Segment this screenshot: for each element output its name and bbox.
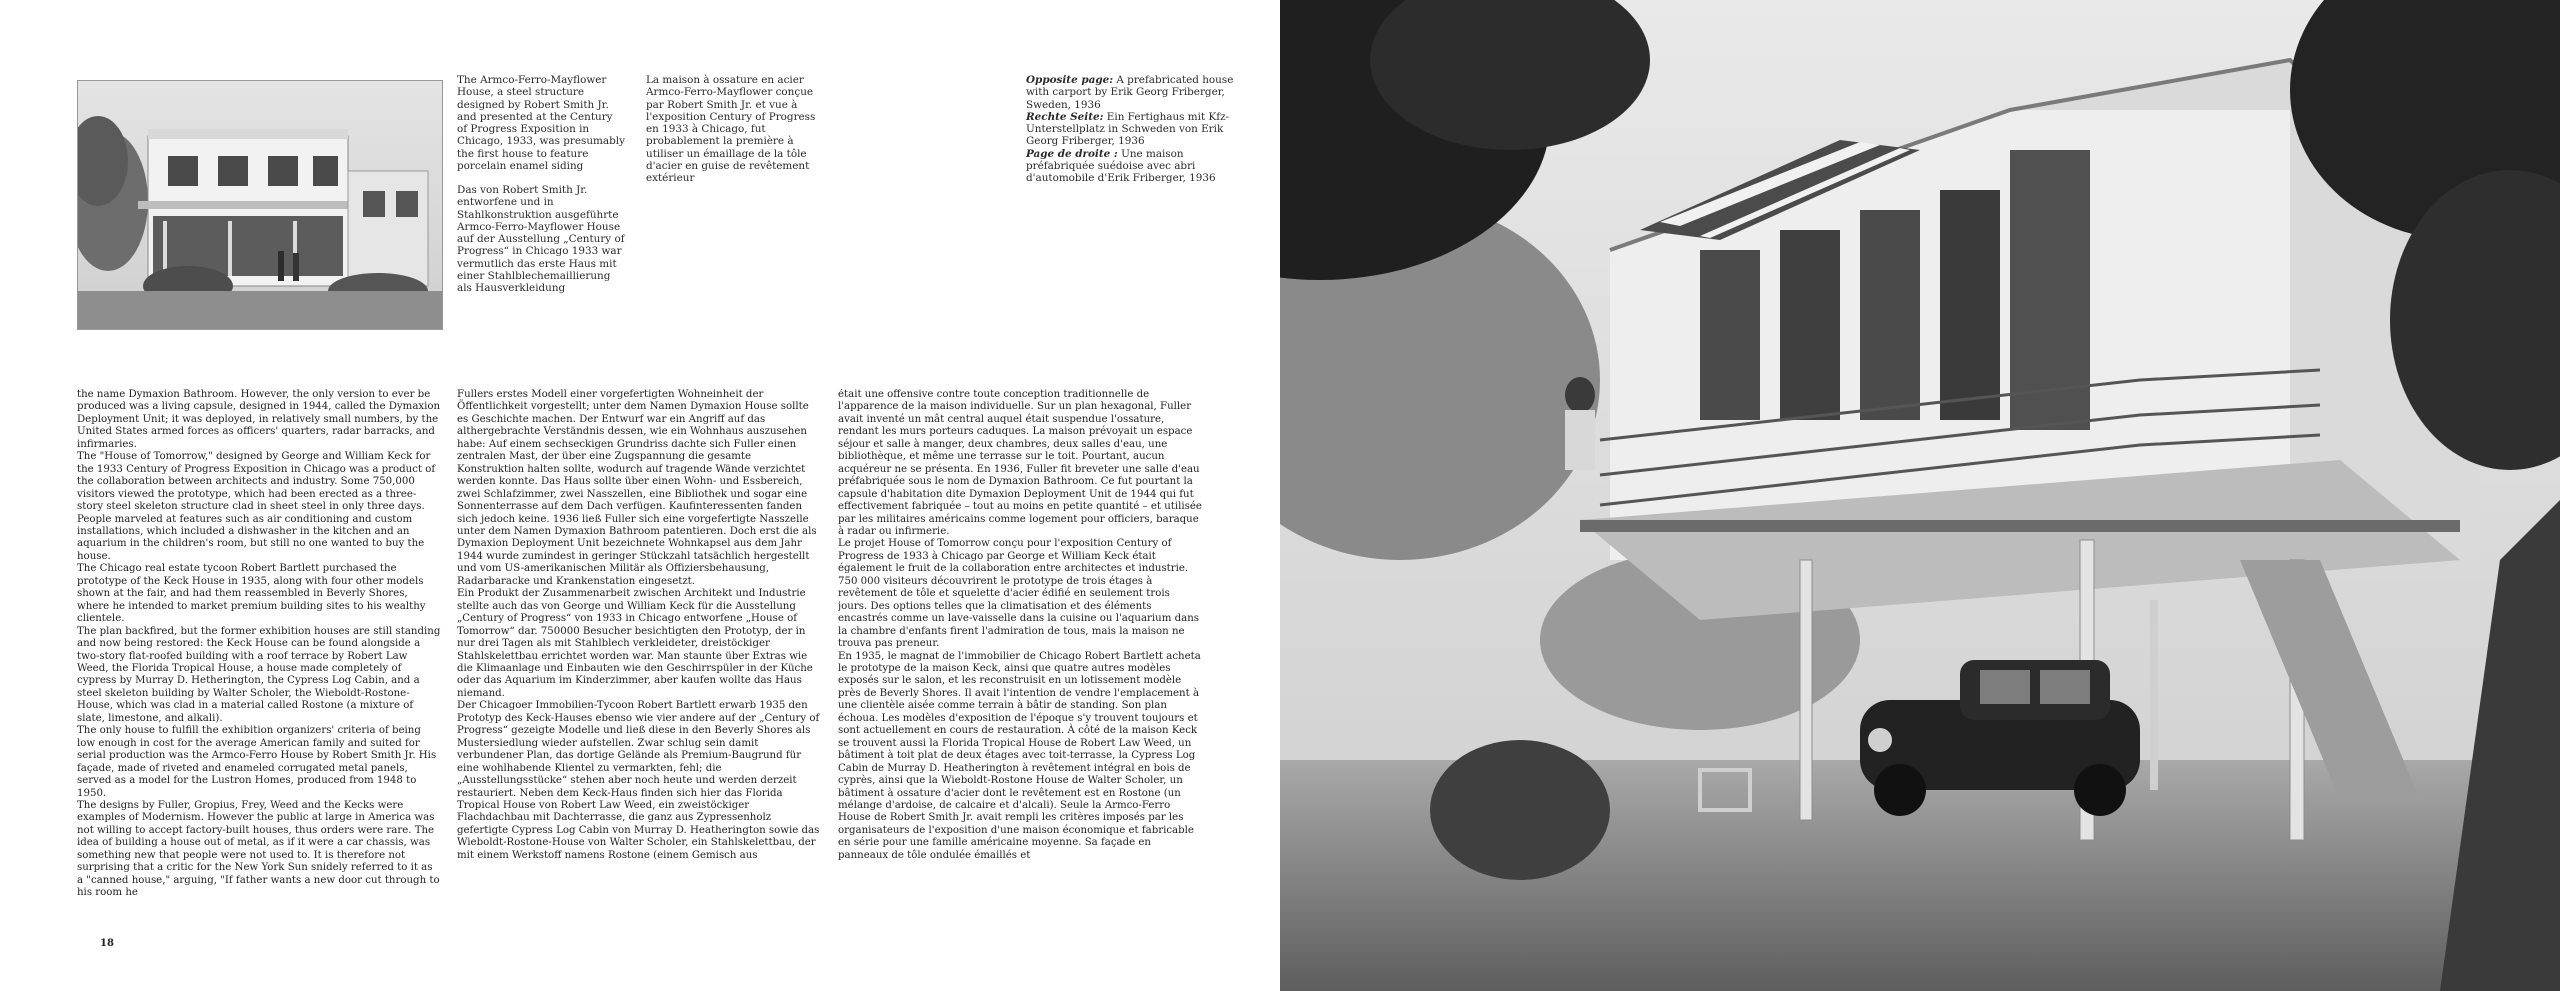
fr-paragraph: était une offensive contre toute conception traditionnelle de l'apparence de la maison individuelle. Sur un plan hexagonal, Fuller avait inventé un mât central auquel était suspendue l'ossature, rendant les murs porteurs caduques. La maison prévoyait un espace séjour et salle à manger, deux chambres, deux salles d'eau, une bibliothèque, et même une terrasse sur le toit. Pourtant, aucun acquéreur ne se présenta. En 1936, Fuller fit breveter une salle d'eau préfabriquée sous le nom de Dymaxion Bathroom. Ce fut pourtant la capsule d'habitation dite Dymaxion Deployment Unit de 1944 qui fut effectivement fabriquée – tout au moins en petite quantité – et utilisée par les militaires américains comme logement pour officiers, baraque à radar ou infirmerie. xyxy=(838,389,1202,537)
friberger-house-photo xyxy=(1280,0,2560,991)
opposite-caption-fr xyxy=(1026,148,1241,185)
body-column-french xyxy=(838,389,1202,919)
opposite-caption-fr-text: Une maison préfabriquée suédoise avec abri d'automobile d'Erik Friberger, 1936 xyxy=(1026,147,1216,185)
opposite-caption-fr-label: Page de droite : xyxy=(1026,147,1118,160)
de-paragraph: Fullers erstes Modell einer vorgefertigten Wohneinheit der Öffentlichkeit vorgestellt; unter dem Namen Dymaxion House sollte es Geschichte machen. Der Entwurf war ein Angriff auf das althergebrachte Verständnis dessen, wie ein Wohnhaus auszusehen habe: Auf einem sechseckigen Grundriss dachte sich Fuller einen zentralen Mast, der über eine Zugspannung die gesamte Konstruktion halten sollte, wodurch auf tragende Wände verzichtet werden konnte. Das Haus sollte über einen Wohn- und Essbereich, zwei Schlafzimmer, zwei Nasszellen, eine Bibliothek und sogar eine Sonnenterrasse auf dem Dach verfügen. Kaufinteressenten fanden sich jedoch keine. 1936 ließ Fuller sich eine vorgefertigte Nasszelle unter dem Namen Dymaxion Bathroom patentieren. Doch erst die als Dymaxion Deployment Unit bezeichnete Wohnkapsel aus dem Jahr 1944 wurde zumindest in geringer Stückzahl tatsächlich hergestellt und vom US-amerikanischen Militär als Offiziersbehausung, Radarbaracke und Krankenstation eingesetzt. xyxy=(457,389,817,587)
thumb-caption-en xyxy=(457,74,625,172)
fr-paragraph: Le projet House of Tomorrow conçu pour l'exposition Century of Progress de 1933 à Chicago par George et William Keck était également le fruit de la collaboration entre architectes et industrie. 750 000 visiteurs découvrirent le prototype de trois étages à revêtement de tôle et squelette d'acier édifié en seulement trois jours. Des options telles que la climatisation et des éléments encastrés comme un lave-vaisselle dans la cuisine ou l'aquarium dans la chambre d'enfants firent l'admiration de tous, mais la maison ne trouva pas preneur. xyxy=(838,538,1199,650)
armco-ferro-house-photo xyxy=(77,80,443,330)
body-column-german xyxy=(457,389,821,919)
opposite-caption-de-label: Rechte Seite: xyxy=(1026,110,1104,123)
en-paragraph: the name Dymaxion Bathroom. However, the only version to ever be produced was a living capsule, designed in 1944, called the Dymaxion Deployment Unit; it was deployed, in relatively small numbers, by the United States armed forces as officers' quarters, radar barracks, and infirmaries. xyxy=(77,389,441,450)
de-paragraph: Der Chicagoer Immobilien-Tycoon Robert Bartlett erwarb 1935 den Prototyp des Keck-Hauses ebenso wie vier andere auf der „Century of Progress“ gezeigte Modelle und ließ diese in den Beverly Shores als Mustersiedlung wieder aufstellen. Zwar schlug sein damit verbundener Plan, das dortige Gelände als Premium-Baugrund für eine wohlhabende Klientel zu vermarkten, fehl; die „Ausstellungsstücke“ stehen aber noch heute und werden derzeit restauriert. Neben dem Keck-Haus finden sich hier das Florida Tropical House von Robert Law Weed, ein zweistöckiger Flachdachbau mit Dachterrasse, die ganz aus Zypressenholz gefertigte Cypress Log Cabin von Murray D. Heatherington sowie das Wieboldt-Rostone-House von Walter Scholer, ein Stahlskelettbau, der mit einem Werkstoff namens Rostone (einem Gemisch aus xyxy=(457,700,820,861)
opposite-caption-en xyxy=(1026,74,1241,111)
de-paragraph: Ein Produkt der Zusammenarbeit zwischen Architekt und Industrie stellte auch das von George und William Keck für die Ausstellung „Century of Progress“ von 1933 in Chicago entworfene „House of Tomorrow“ dar. 750000 Besucher besichtigten den Prototyp, der in nur drei Tagen als mit Stahlblech verkleideter, dreistöckiger Stahlskelettbau errichtet worden war. Man staunte über Extras wie die Klimaanlage und Einbauten wie den Geschirrspüler in der Küche oder das Aquarium im Kinderzimmer, aber kaufen wollte das Haus niemand. xyxy=(457,588,813,699)
opposite-page-caption xyxy=(1026,74,1241,185)
opposite-caption-de xyxy=(1026,111,1241,148)
thumb-caption-fr-text: La maison à ossature en acier Armco-Ferro-Mayflower conçue par Robert Smith Jr. et vue à l'exposition Century of Progress en 1933 à Chicago, fut probablement la première à utiliser un émaillage de la tôle d'acier en guise de revêtement extérieur xyxy=(646,74,816,185)
armco-house-illustration xyxy=(78,81,442,329)
friberger-house-illustration xyxy=(1280,0,2560,991)
opposite-caption-en-text: A prefabricated house with carport by Erik Georg Friberger, Sweden, 1936 xyxy=(1026,74,1234,111)
fr-paragraph: En 1935, le magnat de l'immobilier de Chicago Robert Bartlett acheta le prototype de la maison Keck, ainsi que quatre autres modèles exposés sur le salon, et les reconstruisit en un lotissement modèle près de Beverly Shores. Il avait l'intention de vendre l'emplacement à une clientèle aisée comme terrain à bâtir de standing. Son plan échoua. Les modèles d'exposition de l'époque s'y trouvent toujours et sont actuellement en cours de restauration. À côté de la maison Keck se trouvent aussi la Florida Tropical House de Robert Law Weed, un bâtiment à toit plat de deux étages avec toit-terrasse, la Cypress Log Cabin de Murray D. Heatherington à revêtement intégral en bois de cyprès, ainsi que la Wieboldt-Rostone House de Walter Scholer, un bâtiment à ossature d'acier dont le revêtement est en Rostone (un mélange d'ardoise, de calcaire et d'alcali). Seule la Armco-Ferro House de Robert Smith Jr. avait rempli les critères imposés par les organisateurs de l'exposition d'une maison économique et fabricable en série pour une famille américaine moyenne. Sa façade en panneaux de tôle ondulée émaillés et xyxy=(838,650,1201,861)
opposite-caption-en-label: Opposite page: xyxy=(1026,74,1114,86)
thumb-caption-de-text: Das von Robert Smith Jr. entworfene und in Stahlkonstruktion ausgeführte Armco-Ferro-Mayflower House auf der Ausstellung „Century of Progress“ in Chicago 1933 war vermutlich das erste Haus mit einer Stahlblechemaillierung als Hausverkleidung xyxy=(457,184,625,295)
thumb-caption-de xyxy=(457,184,625,295)
page-number: 18 xyxy=(100,938,114,949)
thumb-caption-en-text: The Armco-Ferro-Mayflower House, a steel structure designed by Robert Smith Jr. and presented at the Century of Progress Exposition in Chicago, 1933, was presumably the first house to feature porcelain enamel siding xyxy=(457,74,625,173)
body-column-english xyxy=(77,389,441,919)
en-paragraph: The plan backfired, but the former exhibition houses are still standing and now being restored: the Keck House can be found alongside a two-story flat-roofed building with a roof terrace by Robert Law Weed, the Florida Tropical House, a house made completely of cypress by Murray D. Hetherington, the Cypress Log Cabin, and a steel skeleton building by Walter Scholer, the Wieboldt-Rostone-House, which was clad in a material called Rostone (a mixture of slate, limestone, and alkali). xyxy=(77,625,441,724)
en-paragraph: The Chicago real estate tycoon Robert Bartlett purchased the prototype of the Keck House in 1935, along with four other models shown at the fair, and had them reassembled in Beverly Shores, where he intended to market premium building sites to his wealthy clientele. xyxy=(77,563,426,625)
en-paragraph: The designs by Fuller, Gropius, Frey, Weed and the Kecks were examples of Modernism. However the public at large in America was not willing to accept factory-built houses, thus orders were rare. The idea of building a house out of metal, as if it were a car chassis, was something new that people were not used to. It is therefore not surprising that a critic for the New York Sun snidely referred to it as a "canned house," arguing, "If father wants a new door cut through to his room he xyxy=(77,799,440,899)
en-paragraph: The "House of Tomorrow," designed by George and William Keck for the 1933 Century of Progress Exposition in Chicago was a product of the collaboration between architects and industry. Some 750,000 visitors viewed the prototype, which had been erected as a three-story steel skeleton structure clad in sheet steel in only three days. People marveled at features such as air conditioning and custom installations, which included a dishwasher in the kitchen and an aquarium in the children's room, but still no one wanted to buy the house. xyxy=(77,451,436,562)
opposite-caption-de-text: Ein Fertighaus mit Kfz-Unterstellplatz in Schweden von Erik Georg Friberger, 1936 xyxy=(1026,110,1230,148)
thumb-caption-fr xyxy=(646,74,824,185)
en-paragraph: The only house to fulfill the exhibition organizers' criteria of being low enough in cost for the average American family and suited for serial production was the Armco-Ferro House by Robert Smith Jr. His façade, made of riveted and enameled corrugated metal panels, served as a model for the Lustron Homes, produced from 1948 to 1950. xyxy=(77,725,437,799)
